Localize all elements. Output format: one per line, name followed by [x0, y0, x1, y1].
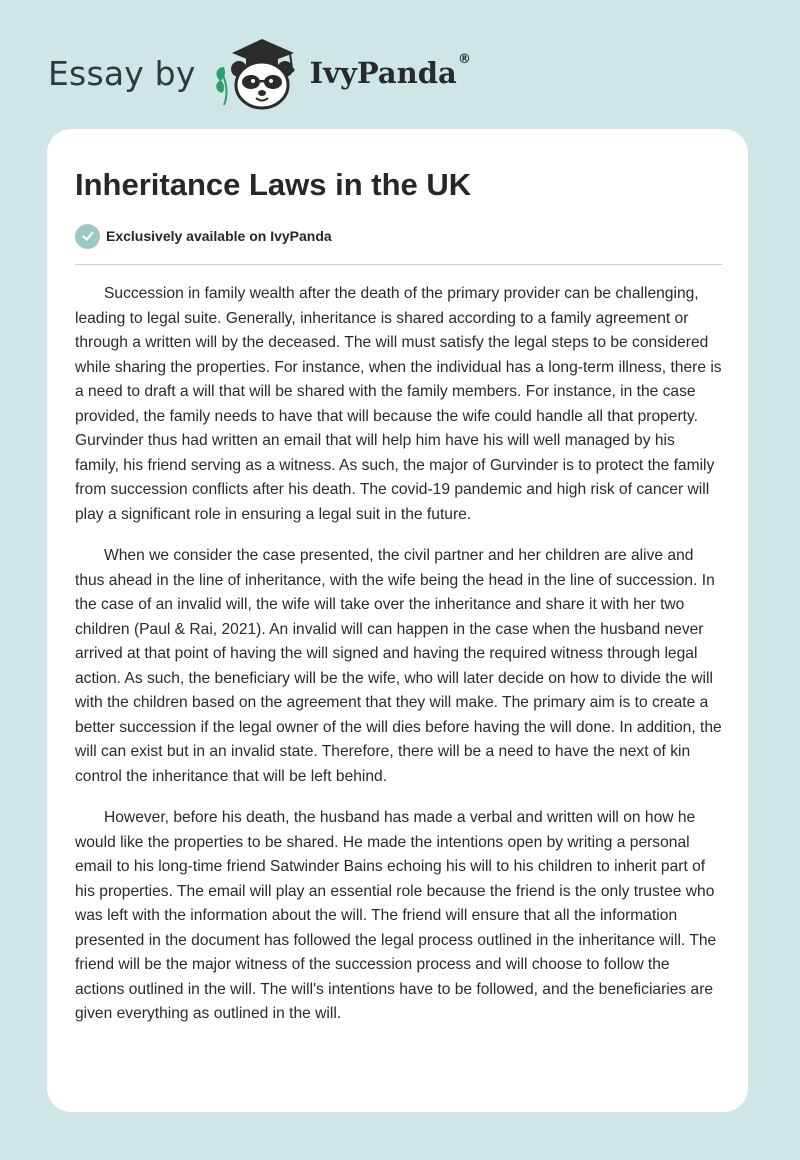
site-header: [48, 34, 471, 112]
essay-by-label: Essay by: [48, 53, 196, 93]
check-icon: [75, 224, 100, 249]
essay-body: [75, 282, 722, 1027]
divider: [75, 264, 722, 265]
exclusive-badge: [75, 223, 722, 249]
paragraph-2: When we consider the case presented, the civil partner and her children are alive and thus ahead in the line of inheritance, with the wife being the head in the line of succession. In the case of an invalid will, the wife will take over the inheritance and share it with her two children (Paul & Rai, 2021). An invalid will can happen in the case when the husband never arrived at that point of having the will signed and having the required witness through legal action. As such, the beneficiary will be the wife, who will later decide on how to divide the will with the children based on the agreement that they will make. The primary aim is to create a better succession if the legal owner of the will dies before having the will done. In addition, the will can exist but in an invalid state. Therefore, there will be a need to have the next of kin control the inheritance that will be left behind.: [75, 547, 722, 785]
page-title: Inheritance Laws in the UK: [75, 167, 472, 202]
registered-mark: ®: [457, 52, 471, 67]
brand-name[interactable]: IvyPanda®: [309, 52, 471, 90]
exclusive-label: Exclusively available on IvyPanda: [106, 228, 332, 244]
paragraph-1: Succession in family wealth after the death of the primary provider can be challenging, leading to legal suite. Generally, inheritance is shared according to a family agreement or through a written will by the deceased. The will must satisfy the legal steps to be considered while sharing the properties. For instance, when the individual has a long-term illness, there is a need to draft a will that will be shared with the family members. For instance, in the case provided, the family needs to have that will because the wife could handle all that property. Gurvinder thus had written an email that will help him have his will well managed by his family, his friend serving as a witness. As such, the major of Gurvinder is to protect the family from succession conflicts after his death. The covid-19 pandemic and high risk of cancer will play a significant role in ensuring a legal suit in the future.: [75, 285, 722, 523]
panda-graduate-logo[interactable]: [212, 35, 304, 111]
essay-card: [47, 129, 748, 1112]
paragraph-3: However, before his death, the husband has made a verbal and written will on how he would like the properties to be shared. He made the intentions open by writing a personal email to his long-time friend Satwinder Bains echoing his will to his children to inherit part of his properties. The email will play an essential role because the friend is the only trustee who was left with the information about the will. The friend will ensure that all the information presented in the document has followed the legal process outlined in the inheritance will. The friend will be the major witness of the succession process and will choose to follow the actions outlined in the will. The will's intentions have to be followed, and the beneficiaries are given everything as outlined in the will.: [75, 809, 717, 1022]
